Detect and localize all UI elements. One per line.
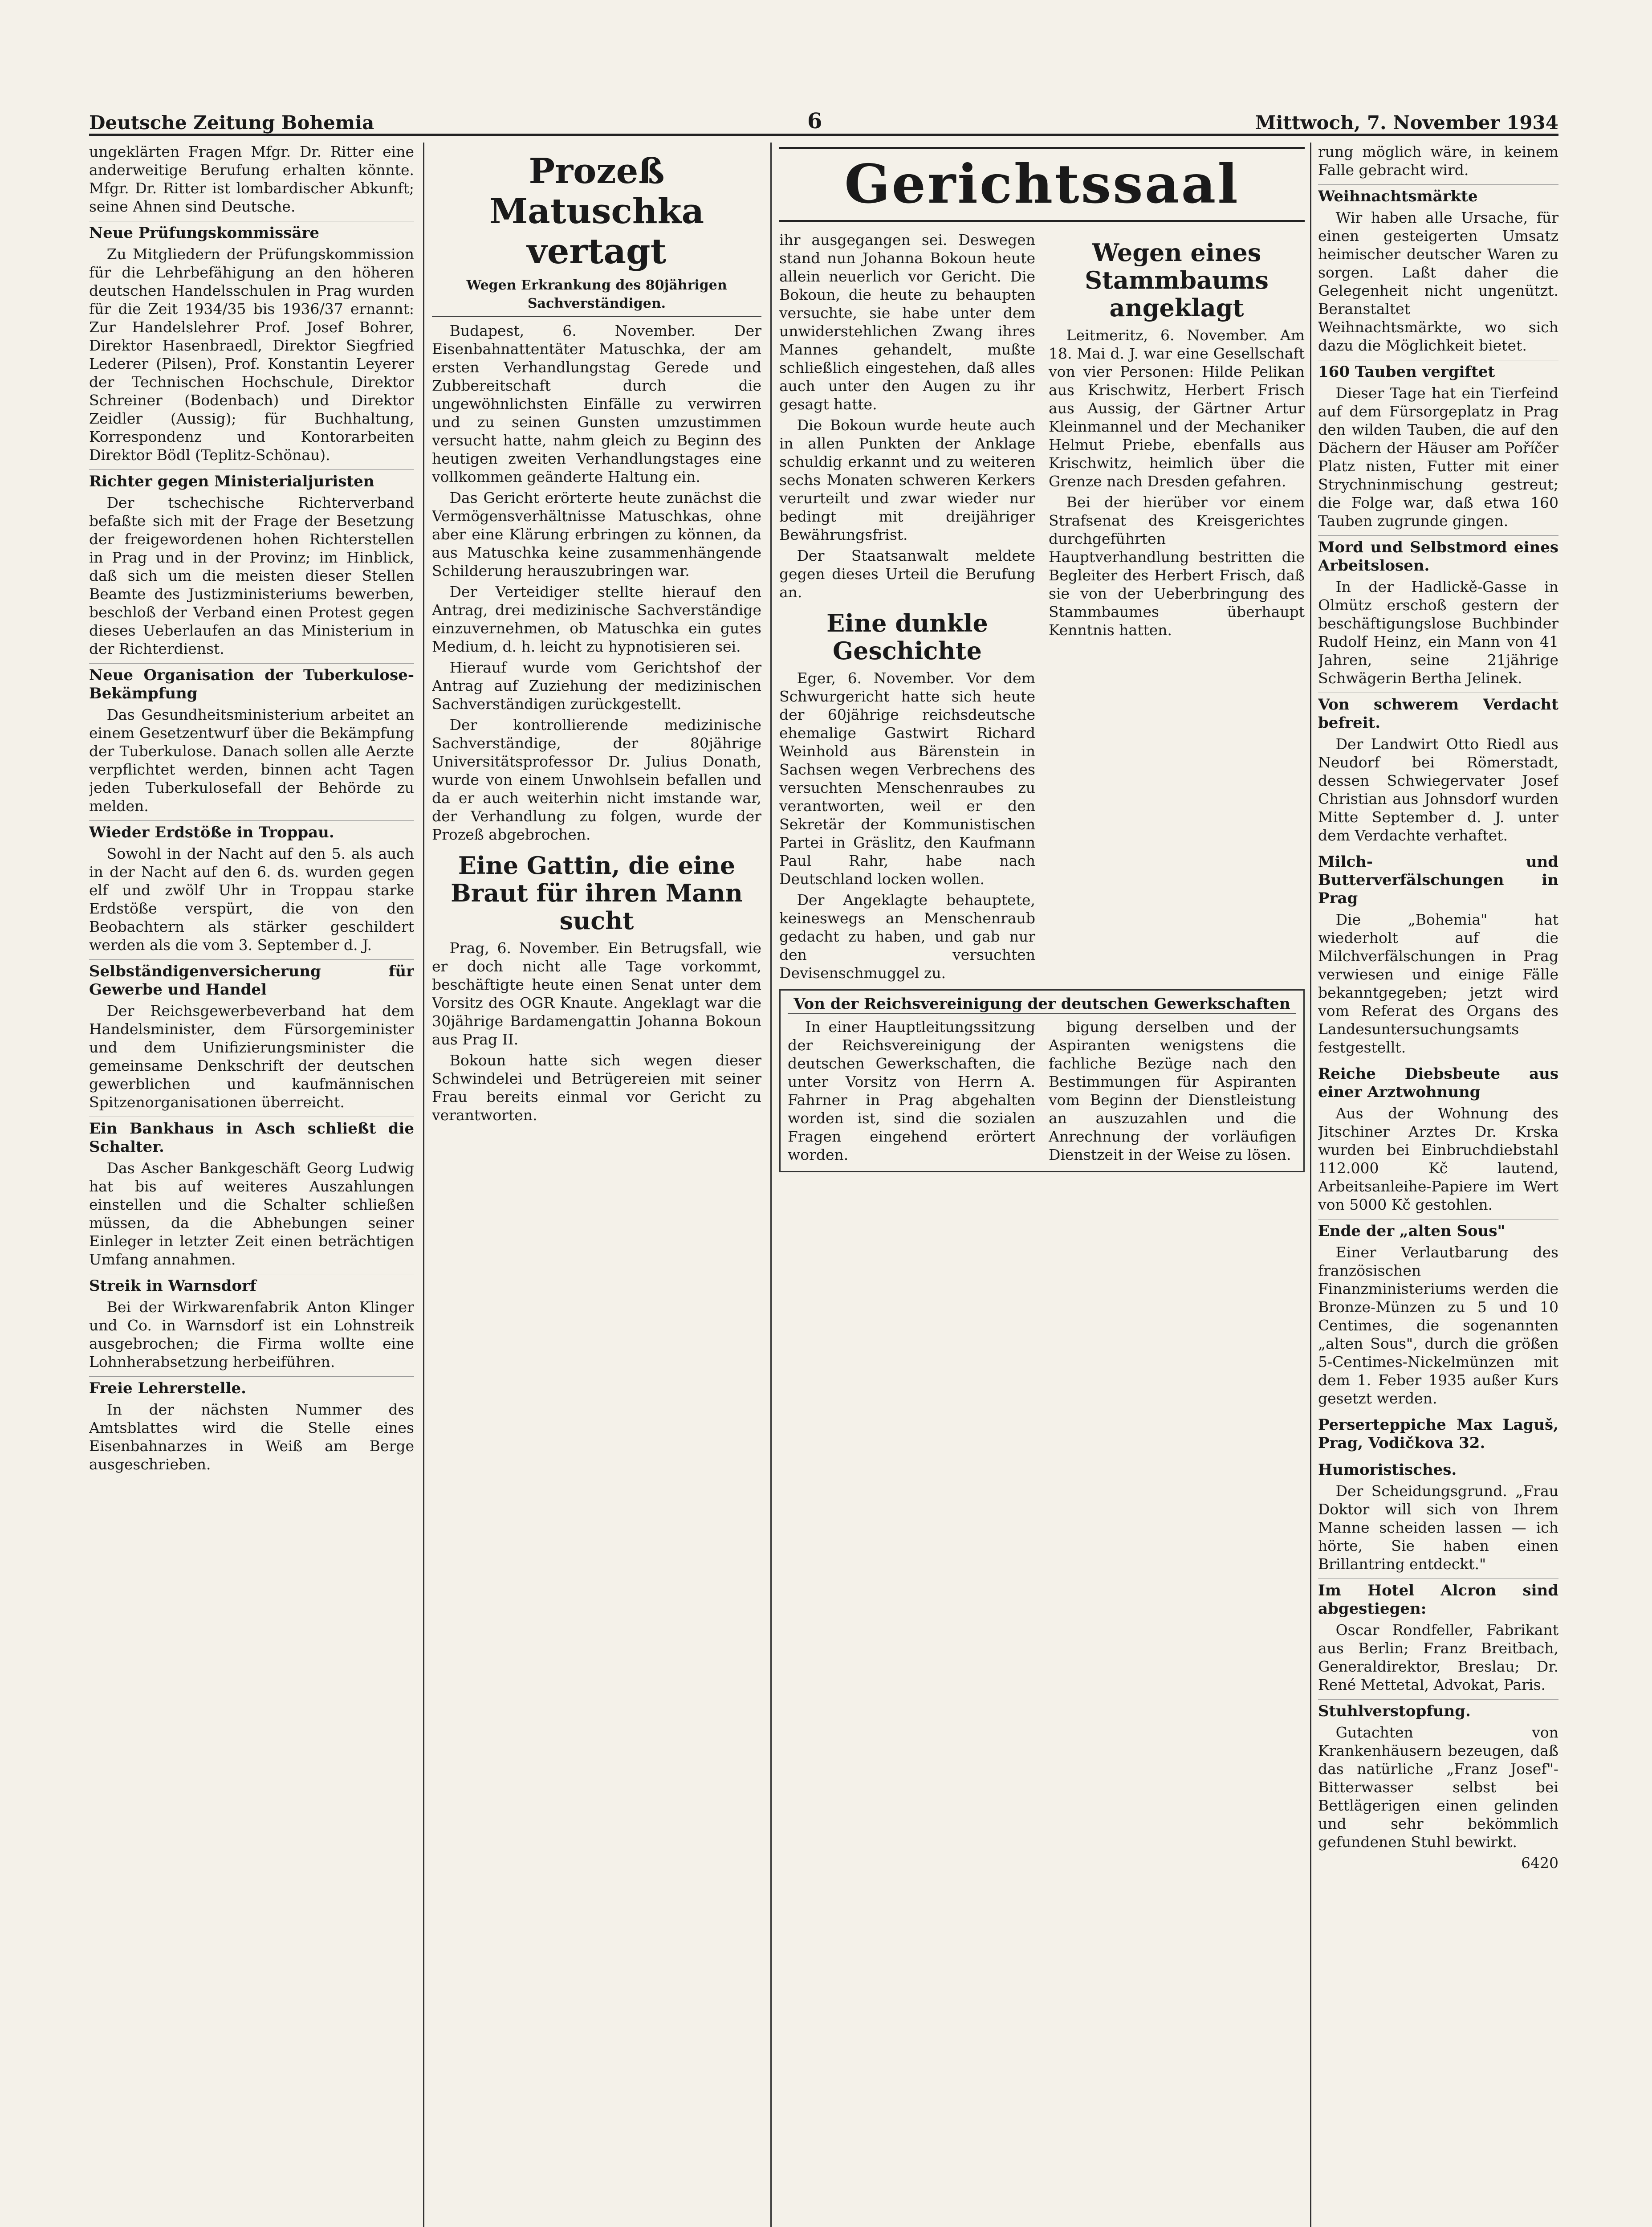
- article-headline: Wegen eines Stammbaums angeklagt: [1085, 238, 1269, 322]
- article-text: Leitmeritz, 6. November. Am 18. Mai d. J. war eine Gesellschaft von vier Personen: Hilde Pelikan aus Krischwitz, Herbert Frisch aus Aussig, der Gärtner Artur Kleinmannel und der Mechaniker Helmut Priebe, ebenfalls aus Krischwitz, heimlich über die Grenze nach Dresden gefahren.: [1049, 326, 1305, 490]
- article-text: Bei der hierüber vor einem Strafsenat des Kreisgerichtes durchgeführten Hauptverhandlung bestritten die Begleiter des Herbert Frisch, daß sie von der Ueberbringung des Stammbaumes überhaupt Kenntnis hatten.: [1049, 494, 1305, 639]
- article-heading: Freie Lehrerstelle.: [89, 1376, 414, 1398]
- article-text: Der Reichsgewerbeverband hat dem Handelsminister, dem Fürsorgeminister und dem Unifizierungsminister die gemeinsame Denkschrift der deutschen gewerblichen und kaufmännischen Spitzenorganisationen überreicht.: [89, 1002, 414, 1111]
- section-masthead: Gerichtssaal: [779, 147, 1305, 222]
- article-text: Gutachten von Krankenhäusern bezeugen, daß das natürliche „Franz Josef"-Bitterwasser selbst bei Bettlägerigen einen gelinden und sehr bekömmlich gefundenen Stuhl bewirkt.: [1318, 1724, 1558, 1851]
- article-text: Der Angeklagte behauptete, keineswegs an Menschenraub gedacht zu haben, und gab nur den versuchten Devisenschmuggel zu.: [779, 891, 1035, 982]
- column-1: [89, 143, 414, 2227]
- column-2: [432, 143, 761, 2227]
- article-text: Der Scheidungsgrund. „Frau Doktor will sich von Ihrem Manne scheiden lassen — ich hörte, Sie haben einen Brillantring entdeckt.": [1318, 1482, 1558, 1573]
- article-text: In der nächsten Nummer des Amtsblattes wird die Stelle eines Eisenbahnarzes in Weiß am Berge ausgeschrieben.: [89, 1401, 414, 1473]
- article-heading: Streik in Warnsdorf: [89, 1274, 414, 1295]
- subcolumn-left: [779, 231, 1035, 985]
- article-text: Einer Verlautbarung des französischen Finanzministeriums werden die Bronze-Münzen zu 5 und 10 Centimes, die sogenannten „alten Sous", durch die größen 5-Centimes-Nickelmünzen mit dem 1. Feber 1935 außer Kurs gesetzt werden.: [1318, 1244, 1558, 1407]
- article-heading: Richter gegen Ministerialjuristen: [89, 469, 414, 491]
- sub-headline: Wegen Erkrankung des 80jährigen Sachverständigen.: [432, 276, 761, 317]
- issue-date: Mittwoch, 7. November 1934: [1255, 112, 1558, 134]
- article-heading: Ein Bankhaus in Asch schließt die Schalter.: [89, 1117, 414, 1156]
- article-text: Sowohl in der Nacht auf den 5. als auch in der Nacht auf den 6. ds. wurden gegen elf und zwölf Uhr in Troppau starke Erdstöße verspürt, die von den Beobachtern als stärker geschildert werden als die vom 3. September d. J.: [89, 845, 414, 954]
- main-headline: Prozeß Matuschka vertagt: [489, 151, 704, 272]
- article-heading: 160 Tauben vergiftet: [1318, 360, 1558, 381]
- article-text: Das Gericht erörterte heute zunächst die Vermögensverhältnisse Matuschkas, ohne aber eine Klärung erbringen zu können, da aus Matuschka keine zusammenhängende Schilderung herauszubringen war.: [432, 489, 761, 579]
- page-number: 6: [807, 109, 822, 134]
- boxed-article: [779, 989, 1305, 1172]
- article-text: Die „Bohemia" hat wiederholt auf die Milchverfälschungen in Prag verwiesen und einige Fälle bekanntgegeben; jetzt wird vom Referat des Organs des Landesuntersuchungsamts festgestellt.: [1318, 911, 1558, 1056]
- article-heading: Stuhlverstopfung.: [1318, 1699, 1558, 1721]
- article-text: Bei der Wirkwarenfabrik Anton Klinger und Co. in Warnsdorf ist ein Lohnstreik ausgebrochen; die Firma wollte eine Lohnherabsetzung herbeiführen.: [89, 1298, 414, 1370]
- article-heading: Weihnachtsmärkte: [1318, 184, 1558, 206]
- article-text: Der tschechische Richterverband befaßte sich mit der Frage der Besetzung der freigewordenen hohen Richterstellen in Prag und in der Provinz; im Hinblick, daß sich um die meisten dieser Stellen Beamte des Justizministeriums bewerben, beschloß der Verband einen Protest gegen dieses Ueberlaufen an das Ministerium in der Richterdienst.: [89, 494, 414, 657]
- article-text: Das Ascher Bankgeschäft Georg Ludwig hat bis auf weiteres Auszahlungen einstellen und die Schalter schließen müssen, da die Abhebungen seiner Einleger in letzter Zeit einen beträchtigen Umfang annahmen.: [89, 1159, 414, 1268]
- paper-name: Deutsche Zeitung Bohemia: [89, 112, 374, 134]
- subcolumn-right: [1049, 231, 1305, 985]
- article-text: Dieser Tage hat ein Tierfeind auf dem Fürsorgeplatz in Prag den wilden Tauben, die auf den Dächern der Häuser am Poříčer Platz nisten, Futter mit einer Strychninmischung gestreut; die Folge war, daß etwa 160 Tauben zugrunde gingen.: [1318, 384, 1558, 530]
- article-text: In der Hadlickě-Gasse in Olmütz erschoß gestern der beschäftigungslose Buchbinder Rudolf Heinz, ein Mann von 41 Jahren, seine 21jährige Schwägerin Bertha Jelinek.: [1318, 578, 1558, 687]
- article-heading: Humoristisches.: [1318, 1458, 1558, 1479]
- article-text: Der Landwirt Otto Riedl aus Neudorf bei Römerstadt, dessen Schwiegervater Josef Christian aus Johnsdorf wurden Mitte September d. J. unter dem Verdachte verhaftet.: [1318, 735, 1558, 844]
- article-heading: Mord und Selbstmord eines Arbeitslosen.: [1318, 535, 1558, 575]
- article-text: bigung derselben und der Aspiranten wenigstens die fachliche Bezüge nach den Bestimmungen für Aspiranten vom Beginn der Dienstleistung an auszuzahlen und die Anrechnung der vorläufigen Dienstzeit in der Weise zu lösen.: [1049, 1018, 1296, 1163]
- column-rule: [423, 143, 424, 2227]
- article-text: Wir haben alle Ursache, für einen gesteigerten Umsatz heimischer deutscher Waren zu sorgen. Laßt daher die Gelegenheit nicht ungenützt. Beranstaltet Weihnachtsmärkte, wo sich dazu die Möglichkeit bietet.: [1318, 209, 1558, 354]
- ad-number: 6420: [1521, 1854, 1558, 1872]
- article-text: Oscar Rondfeller, Fabrikant aus Berlin; Franz Breitbach, Generaldirektor, Breslau; Dr. René Mettetal, Advokat, Paris.: [1318, 1621, 1558, 1693]
- split-columns: [779, 231, 1305, 985]
- article-heading: Im Hotel Alcron sind abgestiegen:: [1318, 1578, 1558, 1618]
- page-header: [89, 94, 1558, 136]
- article-text: Budapest, 6. November. Der Eisenbahnattentäter Matuschka, der am ersten Verhandlungstag Gerede und Zubbereitschaft durch die ungewöhnlichsten Einfälle zu verwirren und zu seinen Gunsten umzustimmen versucht hatte, nahm gleich zu Beginn des heutigen zweiten Verhandlungstages eine vollkommen geänderte Haltung ein.: [432, 322, 761, 485]
- article-heading: Neue Prüfungskommissäre: [89, 221, 414, 242]
- column-rule: [1310, 143, 1311, 2227]
- article-text: Der Staatsanwalt meldete gegen dieses Urteil die Berufung an.: [779, 547, 1035, 601]
- article-text: Bokoun hatte sich wegen dieser Schwindelei und Betrügereien mit seiner Frau bereits einmal vor Gericht zu verantworten.: [432, 1052, 761, 1124]
- article-text: Eger, 6. November. Vor dem Schwurgericht hatte sich heute der 60jährige reichsdeutsche ehemalige Gastwirt Richard Weinhold aus Bärenstein in Sachsen wegen Verbrechens des versuchten Menschenraubes zu verantworten, weil er den Sekretär der Kommunistischen Partei in Gräslitz, den Kaufmann Paul Rahr, habe nach Deutschland locken wollen.: [779, 669, 1035, 888]
- article-heading: Wieder Erdstöße in Troppau.: [89, 820, 414, 842]
- article-heading: Von schwerem Verdacht befreit.: [1318, 693, 1558, 732]
- newspaper-page: [89, 94, 1558, 2227]
- advert-heading: Perserteppiche Max Laguš, Prag, Vodičkova 32.: [1318, 1413, 1558, 1452]
- article-text: In einer Hauptleitungssitzung der Reichsvereinigung der deutschen Gewerkschaften, die unter Vorsitz von Herrn A. Fahrner in Prag abgehalten worden ist, sind die sozialen Fragen eingehend erörtert worden.: [788, 1018, 1035, 1163]
- article-text: Der Verteidiger stellte hierauf den Antrag, drei medizinische Sachverständige einzuvernehmen, ob Matuschka ein gutes Medium, d. h. leicht zu hypnotisieren sei.: [432, 583, 761, 655]
- article-heading: Selbständigenversicherung für Gewerbe und Handel: [89, 959, 414, 999]
- article-text: rung möglich wäre, in keinem Falle gebracht wird.: [1318, 143, 1558, 179]
- column-rule: [770, 143, 772, 2227]
- column-3: [779, 143, 1305, 2227]
- column-4: [1318, 143, 1558, 2227]
- article-heading: Neue Organisation der Tuberkulose-Bekämpfung: [89, 663, 414, 703]
- article-headline: Eine dunkle Geschichte: [826, 609, 988, 665]
- box-columns: [788, 1018, 1296, 1167]
- article-headline: Eine Gattin, die eine Braut für ihren Mann sucht: [451, 851, 743, 935]
- article-heading: Reiche Diebsbeute aus einer Arztwohnung: [1318, 1062, 1558, 1101]
- article-heading: Ende der „alten Sous": [1318, 1219, 1558, 1240]
- article-text: ihr ausgegangen sei. Deswegen stand nun Johanna Bokoun heute allein neuerlich vor Gericht. Die Bokoun, die heute zu behaupten versuchte, sie habe unter dem unwiderstehlichen Zwang ihres Mannes gehandelt, mußte schließlich eingestehen, daß alles auch unter den Augen zu ihr gesagt hatte.: [779, 231, 1035, 413]
- article-text: Zu Mitgliedern der Prüfungskommission für die Lehrbefähigung an den höheren deutschen Handelsschulen in Prag wurden für die Zeit 1934/35 bis 1936/37 ernannt: Zur Handelslehrer Prof. Josef Bohrer, Direktor Hasenbraedl, Direktor Siegfried Lederer (Pilsen), Prof. Konstantin Leyerer der Technischen Hochschule, Direktor Schreiner (Bodenbach) und Direktor Zeidler (Aussig); für Buchhaltung, Korrespondenz und Kontorarbeiten Direktor Bödl (Teplitz-Schönau).: [89, 245, 414, 464]
- article-text: Prag, 6. November. Ein Betrugsfall, wie er doch nicht alle Tage vorkommt, beschäftigte heute einen Senat unter dem Vorsitz des OGR Knaute. Angeklagt war die 30jährige Bardamengattin Johanna Bokoun aus Prag II.: [432, 939, 761, 1048]
- article-text: Das Gesundheitsministerium arbeitet an einem Gesetzentwurf über die Bekämpfung der Tuberkulose. Danach sollen alle Aerzte verpflichtet werden, binnen acht Tagen jeden Tuberkulosefall der Behörde zu melden.: [89, 706, 414, 815]
- article-text: Aus der Wohnung des Jitschiner Arztes Dr. Krska wurden bei Einbruchdiebstahl 112.000 Kč lautend, Arbeitsanleihe-Papiere im Wert von 5000 Kč gestohlen.: [1318, 1105, 1558, 1213]
- article-text: Die Bokoun wurde heute auch in allen Punkten der Anklage schuldig erkannt und zu weiteren sechs Monaten schweren Kerkers verurteilt und zwar wieder nur bedingt mit dreijähriger Bewährungsfrist.: [779, 416, 1035, 543]
- article-text: Der kontrollierende medizinische Sachverständige, der 80jährige Universitätsprofessor Dr. Julius Donath, wurde von einem Unwohlsein befallen und da er auch weiterhin nicht imstande war, der Verhandlung zu folgen, wurde der Prozeß abgebrochen.: [432, 716, 761, 843]
- article-text: Hierauf wurde vom Gerichtshof der Antrag auf Zuziehung der medizinischen Sachverständigen zurückgestellt.: [432, 659, 761, 713]
- article-text: ungeklärten Fragen Mfgr. Dr. Ritter eine anderweitige Berufung erhalten könnte. Mfgr. Dr. Ritter ist lombardischer Abkunft; seine Ahnen sind Deutsche.: [89, 143, 414, 215]
- box-heading: Von der Reichsvereinigung der deutschen Gewerkschaften: [788, 995, 1296, 1014]
- article-heading: Milch- und Butterverfälschungen in Prag: [1318, 850, 1558, 908]
